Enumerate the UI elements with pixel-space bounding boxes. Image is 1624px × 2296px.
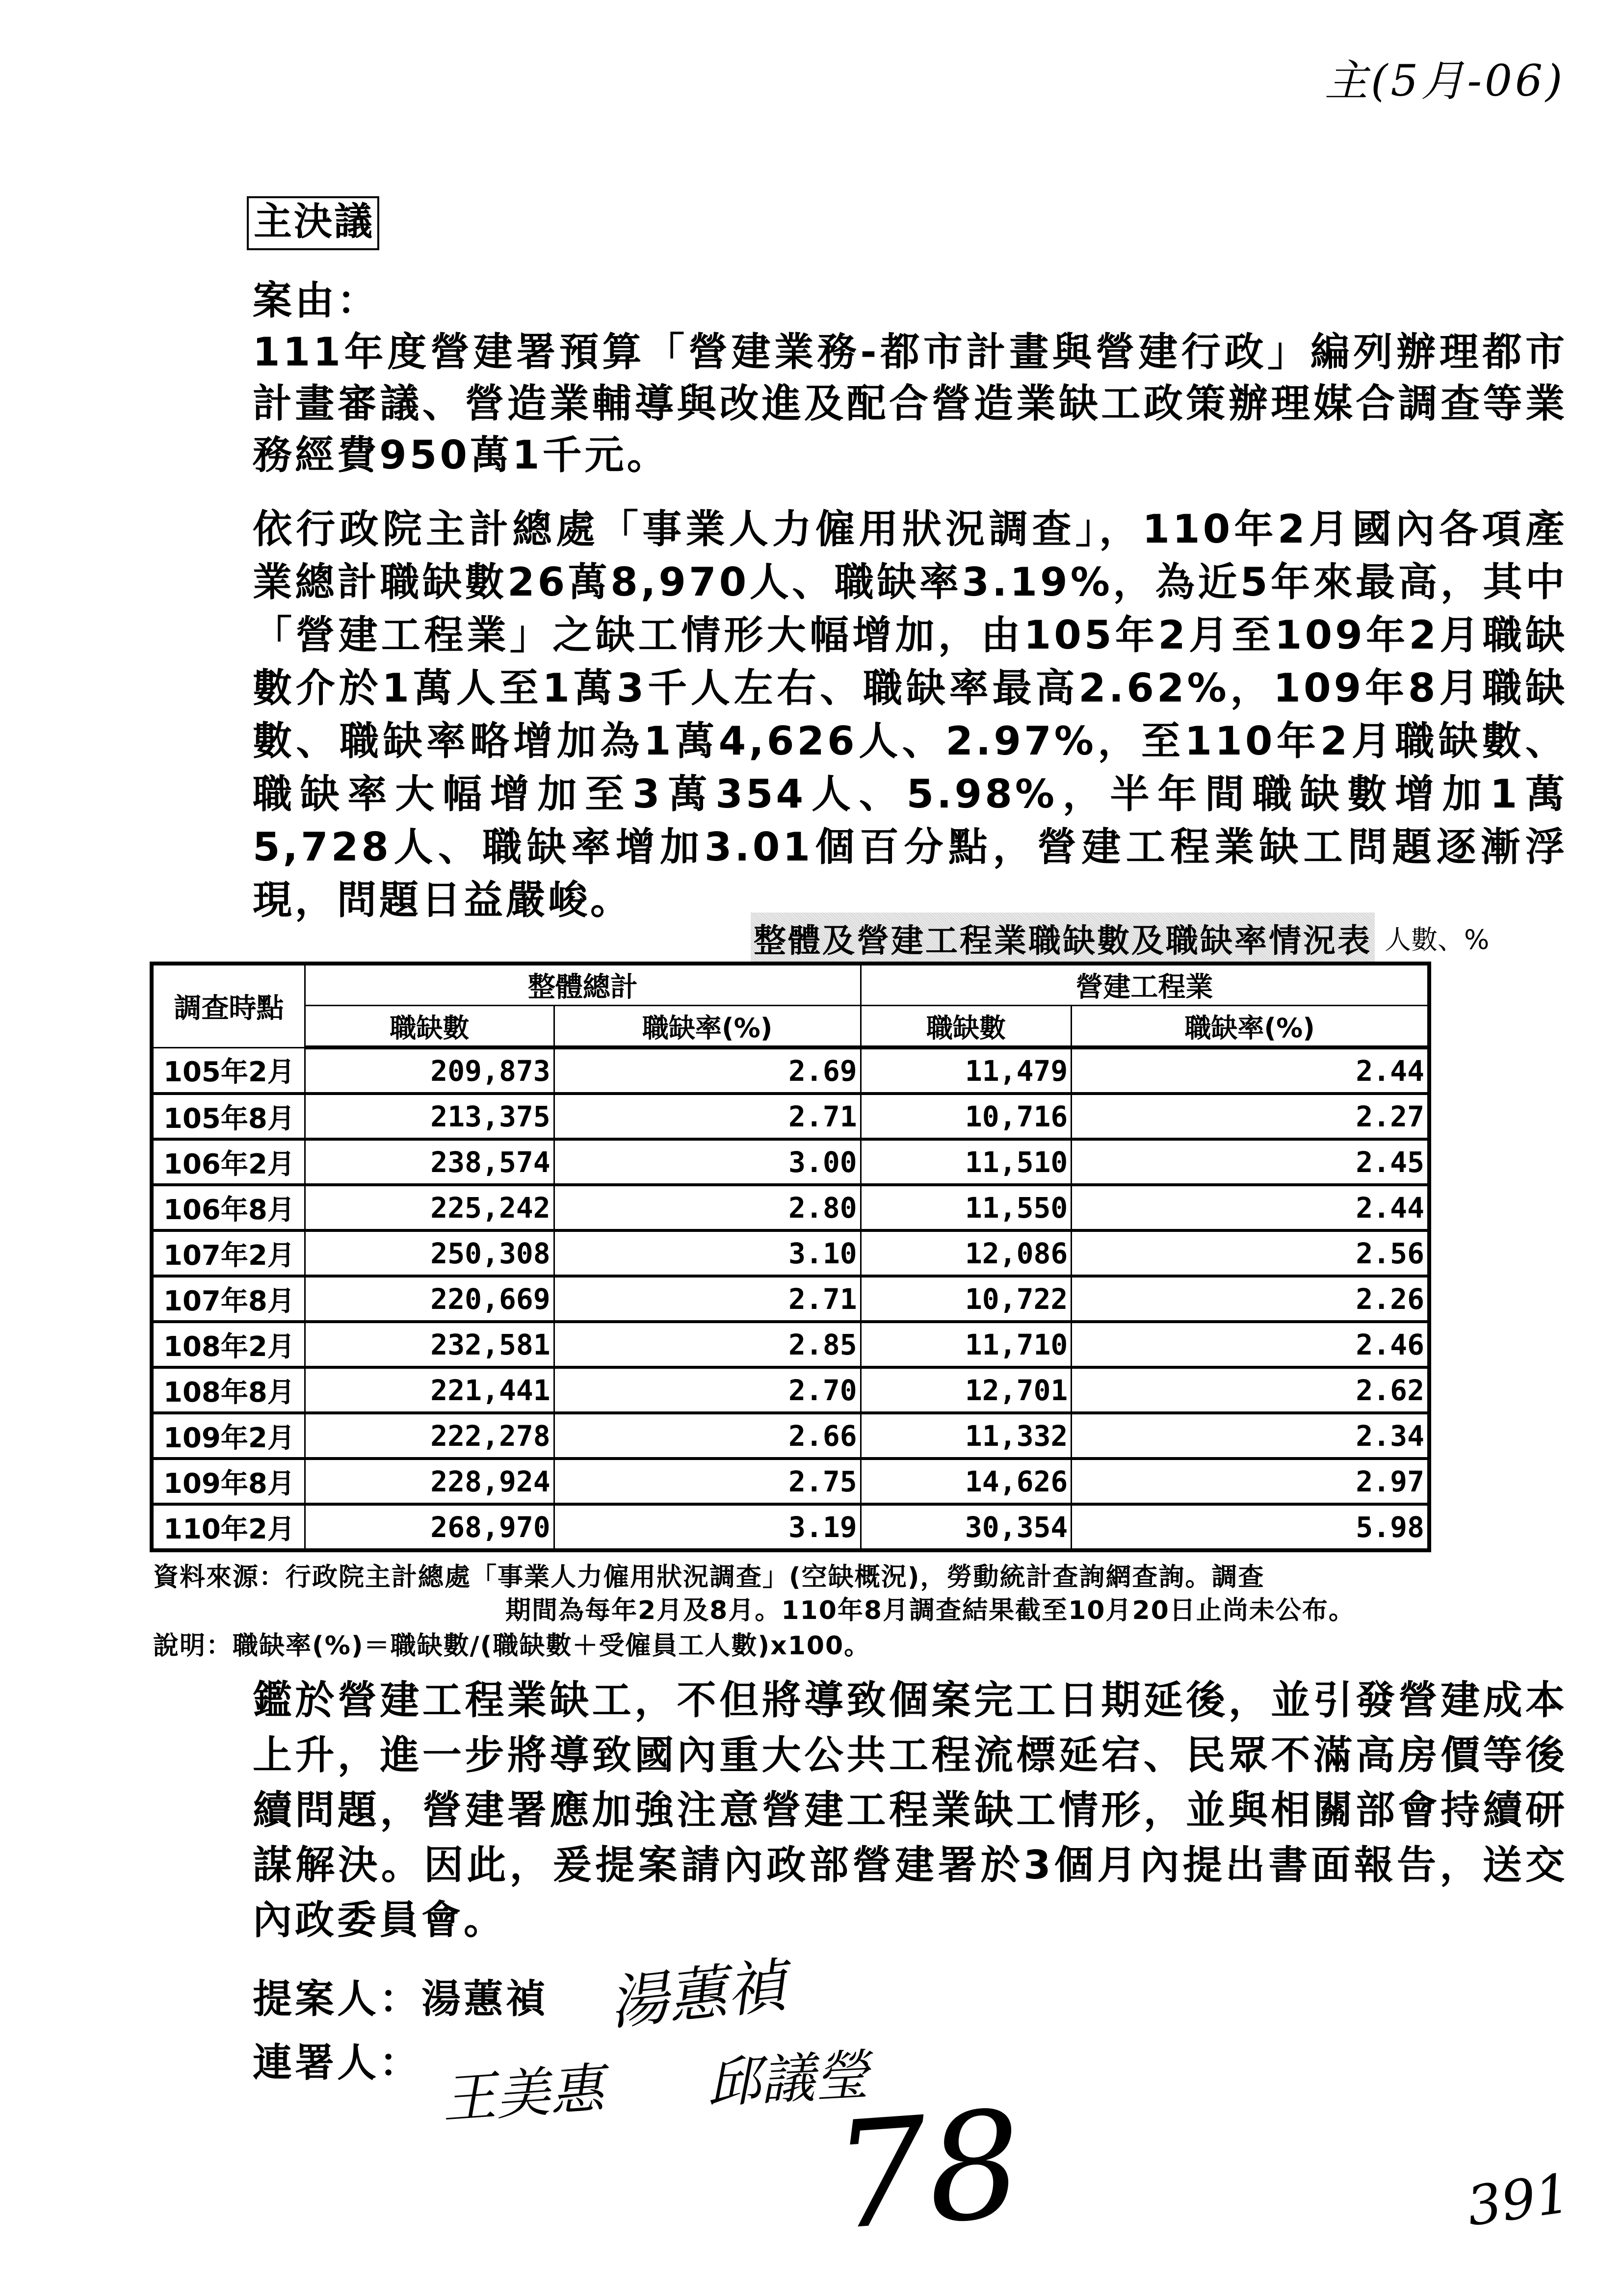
table-row <box>152 1047 1429 1094</box>
handwritten-item-number: 78 <box>828 2079 1027 2263</box>
handwritten-page-number: 391 <box>1463 2162 1574 2238</box>
header-group-overall: 整體總計 <box>305 964 861 1006</box>
cell-overall-vacancies: 268,970 <box>305 1504 554 1550</box>
header-group-construction: 營建工程業 <box>861 964 1429 1006</box>
cell-construction-vacancies: 11,332 <box>861 1413 1072 1459</box>
table-row <box>152 1459 1429 1504</box>
cell-construction-rate: 2.46 <box>1072 1322 1429 1367</box>
cell-construction-vacancies: 11,550 <box>861 1185 1072 1230</box>
cell-period: 108年8月 <box>152 1367 305 1413</box>
source-note-continued: 期間為每年2月及8月。110年8月調查結果截至10月20日止尚未公布。 <box>505 1596 1355 1625</box>
table-row <box>152 1185 1429 1230</box>
cosigner-signature: 邱議瑩 <box>705 2043 870 2115</box>
cell-overall-rate: 2.71 <box>554 1094 861 1139</box>
resolution-type-label: 主決議 <box>247 196 379 250</box>
vacancy-table <box>150 962 1431 1552</box>
cell-construction-rate: 2.44 <box>1072 1047 1429 1094</box>
cell-period: 107年8月 <box>152 1276 305 1322</box>
cell-overall-rate: 2.66 <box>554 1413 861 1459</box>
cell-construction-rate: 2.62 <box>1072 1367 1429 1413</box>
cell-overall-vacancies: 209,873 <box>305 1047 554 1094</box>
cell-construction-vacancies: 30,354 <box>861 1504 1072 1550</box>
cell-overall-vacancies: 213,375 <box>305 1094 554 1139</box>
cell-overall-rate: 2.71 <box>554 1276 861 1322</box>
cell-construction-vacancies: 11,510 <box>861 1139 1072 1185</box>
cell-overall-vacancies: 228,924 <box>305 1459 554 1504</box>
cell-overall-rate: 3.19 <box>554 1504 861 1550</box>
cell-overall-vacancies: 221,441 <box>305 1367 554 1413</box>
cell-period: 106年2月 <box>152 1139 305 1185</box>
table-row <box>152 1094 1429 1139</box>
cell-period: 105年2月 <box>152 1047 305 1094</box>
table-row <box>152 1230 1429 1276</box>
cell-construction-rate: 2.26 <box>1072 1276 1429 1322</box>
header-overall-vacancies: 職缺數 <box>305 1006 554 1048</box>
handwritten-file-code: 主(5月-06) <box>1325 55 1566 106</box>
header-construction-rate: 職缺率(%) <box>1072 1006 1429 1048</box>
cell-overall-rate: 3.10 <box>554 1230 861 1276</box>
cell-construction-rate: 2.45 <box>1072 1139 1429 1185</box>
budget-paragraph: 111年度營建署預算「營建業務-都市計畫與營建行政」編列辦理都市計畫審議、營造業輔導與改進及配合營造業缺工政策辦理媒合調查等業務經費950萬1千元。 <box>253 329 1568 478</box>
table-row <box>152 1413 1429 1459</box>
cell-period: 110年2月 <box>152 1504 305 1550</box>
header-period: 調查時點 <box>152 964 305 1047</box>
cosigner-signature: 王美惠 <box>440 2057 606 2131</box>
cell-period: 107年2月 <box>152 1230 305 1276</box>
cell-period: 105年8月 <box>152 1094 305 1139</box>
vacancy-analysis-paragraph: 依行政院主計總處「事業人力僱用狀況調查」，110年2月國內各項產業總計職缺數26萬8,970人、職缺率3.19%，為近5年來最高，其中「營建工程業」之缺工情形大幅增加，由105年2月至109年2月職缺數介於1萬人至1萬3千人左右、職缺率最高2.62%，109年8月職缺數、職缺率略增加為1萬4,626人、2.97%，至110年2月職缺數、職缺率大幅增加至3萬354人、5.98%，半年間職缺數增加1萬5,728人、職缺率增加3.01個百分點，營建工程業缺工問題逐漸浮現，問題日益嚴峻。 <box>253 506 1568 923</box>
source-note: 資料來源：行政院主計總處「事業人力僱用狀況調查」(空缺概況)，勞動統計查詢網查詢。調查 <box>153 1563 1265 1592</box>
cell-construction-rate: 2.56 <box>1072 1230 1429 1276</box>
formula-explanation: 說明：職缺率(%)＝職缺數/(職缺數＋受僱員工人數)x100。 <box>153 1631 871 1661</box>
cell-construction-vacancies: 12,701 <box>861 1367 1072 1413</box>
cell-construction-vacancies: 10,722 <box>861 1276 1072 1322</box>
cell-overall-rate: 3.00 <box>554 1139 861 1185</box>
cell-construction-vacancies: 12,086 <box>861 1230 1072 1276</box>
cell-construction-vacancies: 11,710 <box>861 1322 1072 1367</box>
cell-period: 109年2月 <box>152 1413 305 1459</box>
table-row <box>152 1322 1429 1367</box>
reason-heading: 案由： <box>253 278 379 323</box>
cell-overall-rate: 2.80 <box>554 1185 861 1230</box>
header-construction-vacancies: 職缺數 <box>861 1006 1072 1048</box>
header-overall-rate: 職缺率(%) <box>554 1006 861 1048</box>
cell-construction-vacancies: 11,479 <box>861 1047 1072 1094</box>
cell-construction-rate: 2.27 <box>1072 1094 1429 1139</box>
cell-construction-vacancies: 14,626 <box>861 1459 1072 1504</box>
cell-overall-vacancies: 238,574 <box>305 1139 554 1185</box>
table-row <box>152 1367 1429 1413</box>
cosigner-label: 連署人： <box>253 2040 421 2086</box>
proposer-label: 提案人：湯蕙禎 <box>253 1976 548 2022</box>
table-caption <box>751 915 1489 960</box>
request-paragraph: 鑑於營建工程業缺工，不但將導致個案完工日期延後，並引發營建成本上升，進一步將導致國內重大公共工程流標延宕、民眾不滿高房價等後續問題，營建署應加強注意營建工程業缺工情形，並與相關部會持續研謀解決。因此，爰提案請內政部營建署於3個月內提出書面報告，送交內政委員會。 <box>253 1677 1568 1943</box>
cell-construction-rate: 5.98 <box>1072 1504 1429 1550</box>
table-row <box>152 1504 1429 1550</box>
cell-overall-vacancies: 250,308 <box>305 1230 554 1276</box>
cell-overall-vacancies: 222,278 <box>305 1413 554 1459</box>
cell-overall-rate: 2.70 <box>554 1367 861 1413</box>
cell-construction-rate: 2.44 <box>1072 1185 1429 1230</box>
cell-overall-vacancies: 225,242 <box>305 1185 554 1230</box>
cell-overall-rate: 2.69 <box>554 1047 861 1094</box>
cell-construction-rate: 2.97 <box>1072 1459 1429 1504</box>
cell-overall-rate: 2.75 <box>554 1459 861 1504</box>
table-title: 整體及營建工程業職缺數及職缺率情況表 <box>751 913 1375 963</box>
proposer-signature: 湯蕙禎 <box>605 1952 789 2038</box>
cell-construction-vacancies: 10,716 <box>861 1094 1072 1139</box>
table-unit: 人數、% <box>1385 924 1490 955</box>
cell-period: 109年8月 <box>152 1459 305 1504</box>
table-row <box>152 1276 1429 1322</box>
cell-overall-vacancies: 220,669 <box>305 1276 554 1322</box>
cell-overall-vacancies: 232,581 <box>305 1322 554 1367</box>
cell-period: 106年8月 <box>152 1185 305 1230</box>
table-row <box>152 1139 1429 1185</box>
cell-construction-rate: 2.34 <box>1072 1413 1429 1459</box>
cell-period: 108年2月 <box>152 1322 305 1367</box>
cell-overall-rate: 2.85 <box>554 1322 861 1367</box>
